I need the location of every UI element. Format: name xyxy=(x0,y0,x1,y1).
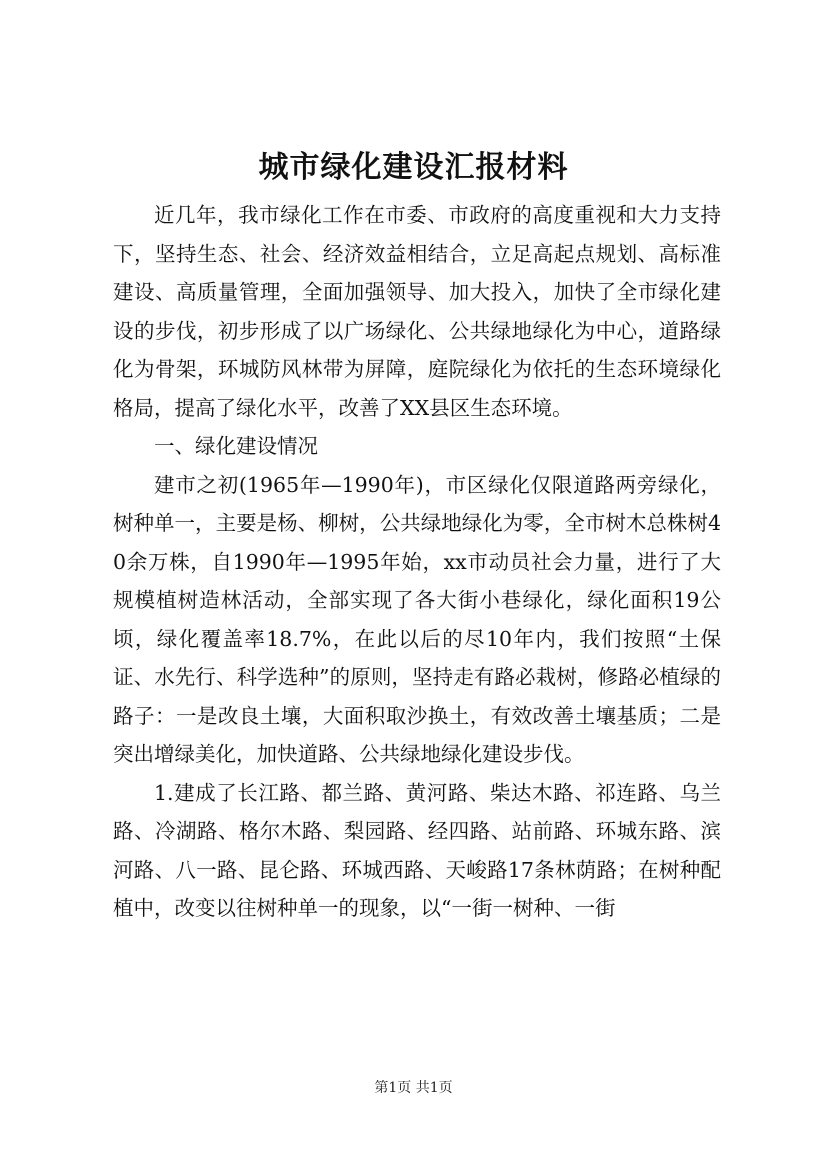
page-footer: 第1页 共1页 xyxy=(374,1080,453,1096)
roads-paragraph: 1.建成了长江路、都兰路、黄河路、柴达木路、祁连路、乌兰路、冷湖路、格尔木路、梨园路、经四路、站前路、环城东路、滨河路、八一路、昆仑路、环城西路、天峻路17条林荫路；在树种配植中，改变以往树种单一的现象，以“一街一树种、一街 xyxy=(113,780,721,920)
section-heading: 一、绿化建设情况 xyxy=(154,434,318,458)
intro-paragraph: 近几年，我市绿化工作在市委、市政府的高度重视和大力支持下，坚持生态、社会、经济效益相结合，立足高起点规划、高标准建设、高质量管理，全面加强领导、加大投入，加快了全市绿化建设的步伐，初步形成了以广场绿化、公共绿地绿化为中心，道路绿化为骨架，环城防风林带为屏障，庭院绿化为依托的生态环境绿化格局，提高了绿化水平，改善了XX县区生态环境。 xyxy=(113,203,721,420)
document-title: 城市绿化建设汇报材料 xyxy=(258,150,569,185)
history-paragraph: 建市之初(1965年—1990年)，市区绿化仅限道路两旁绿化，树种单一，主要是杨、柳树，公共绿地绿化为零，全市树木总株树40余万株，自1990年—1995年始，xx市动员社会力量，进行了大规模植树造林活动，全部实现了各大街小巷绿化，绿化面积19公顷，绿化覆盖率18.7%，在此以后的尽10年内，我们按照“土保证、水先行、科学选种”的原则，坚持走有路必栽树，修路必植绿的路子：一是改良土壤，大面积取沙换土，有效改善土壤基质；二是突出增绿美化，加快道路、公共绿地绿化建设步伐。 xyxy=(113,472,721,766)
document-body xyxy=(113,196,721,928)
